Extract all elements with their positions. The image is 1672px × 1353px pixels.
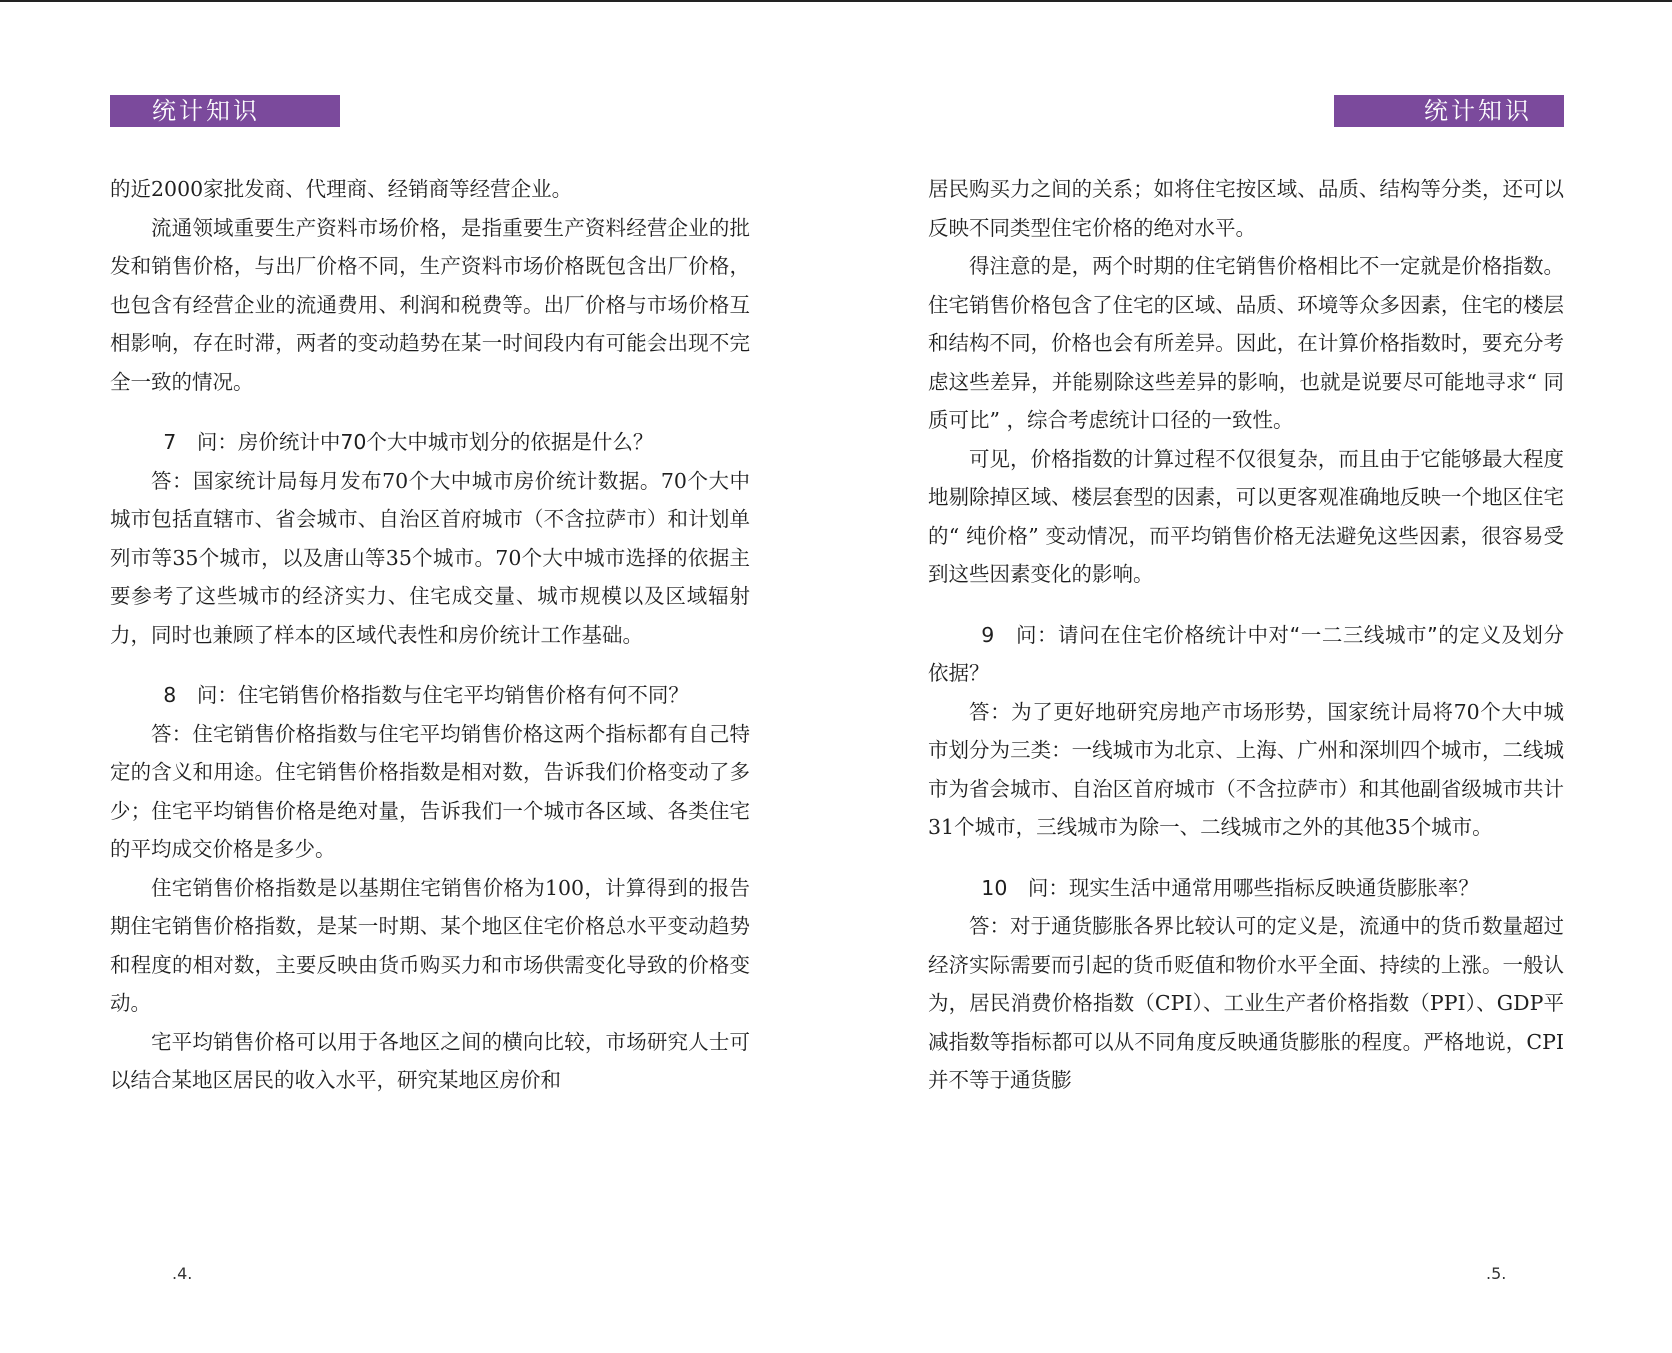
paragraph: 答：对于通货膨胀各界比较认可的定义是，流通中的货币数量超过经济实际需要而引起的货币贬值和物价水平全面、持续的上涨。一般认为，居民消费价格指数（CPI）、工业生产者价格指数（PPI）、GDP平减指数等指标都可以从不同角度反映通货膨胀的程度。严格地说，CPI并不等于通货膨 (928, 914, 1564, 1092)
paragraph: 流通领域重要生产资料市场价格，是指重要生产资料经营企业的批发和销售价格，与出厂价格不同，生产资料市场价格既包含出厂价格，也包含有经营企业的流通费用、利润和税费等。出厂价格与市场价格互相影响，存在时滞，两者的变动趋势在某一时间段内有可能会出现不完全一致的情况。 (110, 215, 750, 394)
paragraph: 住宅销售价格指数是以基期住宅销售价格为100，计算得到的报告期住宅销售价格指数，是某一时期、某个地区住宅价格总水平变动趋势和程度的相对数，主要反映由货币购买力和市场供需变化导致的价格变动。 (110, 875, 750, 1015)
paragraph: 宅平均销售价格可以用于各地区之间的横向比较，市场研究人士可以结合某地区居民的收入水平，研究某地区房价和 (110, 1029, 750, 1092)
question-heading-8: 8 问：住宅销售价格指数与住宅平均销售价格有何不同？ (163, 683, 689, 707)
question-heading-7: 7 问：房价统计中70个大中城市划分的依据是什么？ (163, 430, 654, 454)
question-heading-10: 10 问：现实生活中通常用哪些指标反映通货膨胀率？ (981, 875, 1479, 900)
left-page (110, 0, 750, 1353)
paragraph: 的近2000家批发商、代理商、经销商等经营企业。 (110, 177, 573, 201)
right-page-body (928, 170, 1564, 1100)
paragraph: 答：国家统计局每月发布70个大中城市房价统计数据。70个大中城市包括直辖市、省会城市、自治区首府城市（不含拉萨市）和计划单列市等35个城市，以及唐山等35个城市。70个大中城市选择的依据主要参考了这些城市的经济实力、住宅成交量、城市规模以及区域辐射力，同时也兼顾了样本的区域代表性和房价统计工作基础。 (110, 468, 750, 647)
paragraph: 可见，价格指数的计算过程不仅很复杂，而且由于它能够最大程度地剔除掉区域、楼层套型的因素，可以更客观准确地反映一个地区住宅的“ 纯价格” 变动情况，而平均销售价格无法避免这些因素，很容易受到这些因素变化的影响。 (928, 446, 1564, 586)
paragraph: 得注意的是，两个时期的住宅销售价格相比不一定就是价格指数。住宅销售价格包含了住宅的区域、品质、环境等众多因素，住宅的楼层和结构不同，价格也会有所差异。因此，在计算价格指数时，要充分考虑这些差异，并能剔除这些差异的影响，也就是说要尽可能地寻求“ 同质可比” ，综合考虑统计口径的一致性。 (928, 254, 1564, 432)
right-page (928, 0, 1564, 1353)
question-heading-9: 9 问：请问在住宅价格统计中对“一二三线城市”的定义及划分依据？ (928, 622, 1564, 685)
paragraph: 答：为了更好地研究房地产市场形势，国家统计局将70个大中城市划分为三类：一线城市为北京、上海、广州和深圳四个城市，二线城市为省会城市、自治区首府城市（不含拉萨市）和其他副省级城市共计31个城市，三线城市为除一、二线城市之外的其他35个城市。 (928, 699, 1564, 839)
left-header-bar: 统计知识 (110, 95, 340, 127)
page-number-right: .5. (1486, 1264, 1507, 1283)
page-number-left: .4. (172, 1264, 193, 1283)
paragraph: 居民购买力之间的关系；如将住宅按区域、品质、结构等分类，还可以反映不同类型住宅价格的绝对水平。 (928, 177, 1564, 240)
left-page-body (110, 170, 750, 1100)
right-header-bar: 统计知识 (1334, 95, 1564, 127)
paragraph: 答：住宅销售价格指数与住宅平均销售价格这两个指标都有自己特定的含义和用途。住宅销售价格指数是相对数，告诉我们价格变动了多少；住宅平均销售价格是绝对量，告诉我们一个城市各区域、各类住宅的平均成交价格是多少。 (110, 721, 750, 861)
